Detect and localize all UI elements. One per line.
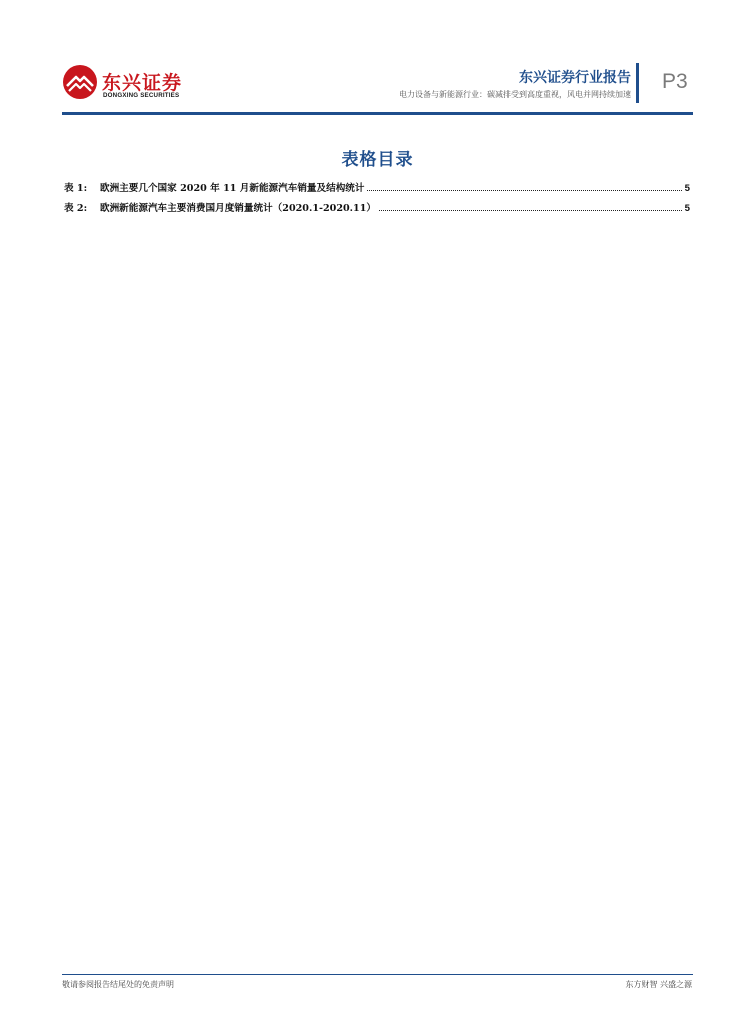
toc-entry[interactable] xyxy=(64,180,690,194)
report-title: 东兴证券行业报告 xyxy=(519,70,631,86)
page-number: P3 xyxy=(662,70,688,93)
toc-entry-label: 表 1: xyxy=(64,183,88,194)
dongxing-logo-icon xyxy=(62,64,98,100)
logo-chinese-name: 东兴证券 xyxy=(102,72,183,94)
header-divider xyxy=(636,63,639,103)
toc-entry-page[interactable]: 5 xyxy=(684,203,690,214)
toc-title: 表格目录 xyxy=(341,150,414,170)
toc-entry[interactable] xyxy=(64,200,690,214)
header-rule xyxy=(62,112,693,115)
report-subtitle: 电力设备与新能源行业：碳减排受到高度重视，风电并网持续加速 xyxy=(399,90,631,99)
footer-slogan: 东方财智 兴盛之源 xyxy=(625,980,692,989)
toc-entry-label: 表 2: xyxy=(64,203,88,214)
company-logo xyxy=(62,64,192,104)
logo-english-name: DONGXING SECURITIES xyxy=(103,92,180,99)
toc-entry-page[interactable]: 5 xyxy=(684,183,690,194)
toc-leader-dots xyxy=(367,181,681,191)
toc-leader-dots xyxy=(379,201,682,211)
footer-rule xyxy=(62,974,693,975)
footer-disclaimer: 敬请参阅报告结尾处的免责声明 xyxy=(62,980,174,989)
toc-entry-text[interactable]: 欧洲主要几个国家 2020 年 11 月新能源汽车销量及结构统计 xyxy=(100,183,365,194)
toc-entry-text[interactable]: 欧洲新能源汽车主要消费国月度销量统计（2020.1-2020.11） xyxy=(100,203,376,214)
